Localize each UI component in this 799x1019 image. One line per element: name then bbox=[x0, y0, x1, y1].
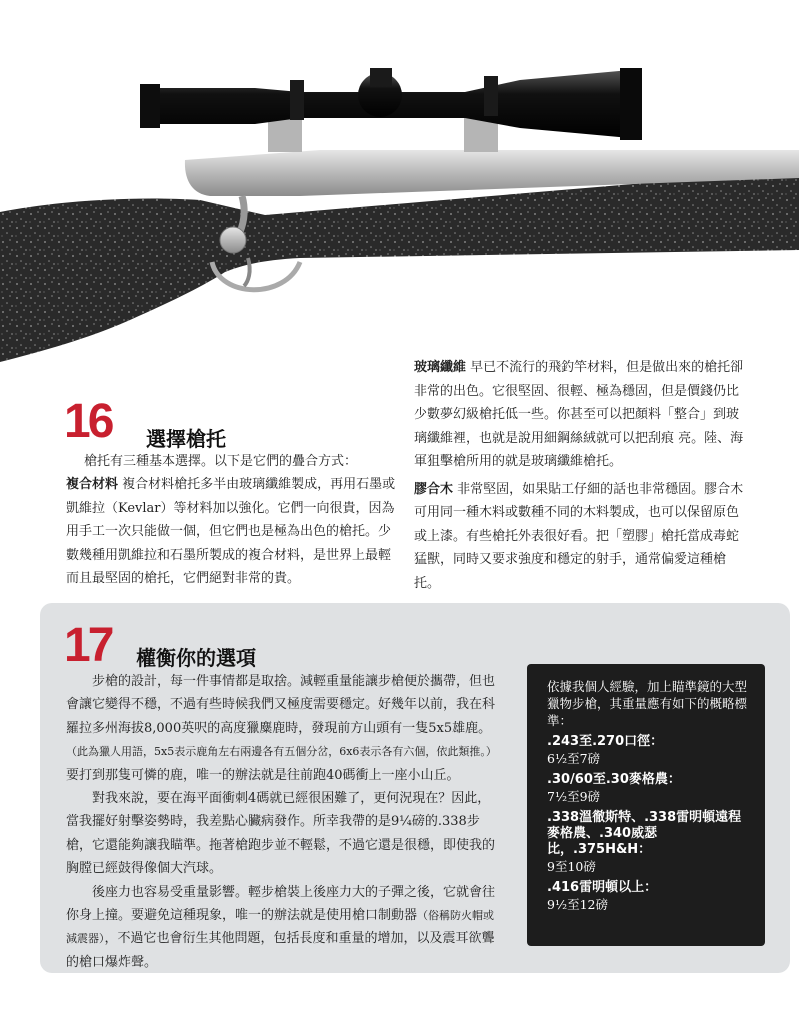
laminated-paragraph bbox=[414, 478, 750, 596]
weight-item-weight: 6½至7磅 bbox=[547, 751, 601, 766]
weight-item bbox=[547, 880, 751, 913]
laminated-text: 非常堅固，如果貼工仔細的話也非常穩固。膠合木可用同一種木料或數種不同的木料製成，也可以保留原色或上漆。有些槍托外表很好看。把「塑膠」槍托當成毒蛇猛獸，同時又要求強度和穩定的射手，通常偏愛這種槍托。 bbox=[414, 481, 744, 591]
body-paragraph-1 bbox=[66, 670, 500, 787]
composite-paragraph bbox=[66, 473, 396, 591]
p1-end: 要打到那隻可憐的鹿，唯一的辦法就是往前跑40碼衝上一座小山丘。 bbox=[66, 767, 460, 783]
weight-item-caliber: .30/60至.30麥格農： bbox=[547, 772, 681, 787]
section-16-title: 選擇槍托 bbox=[146, 427, 226, 451]
fiberglass-paragraph bbox=[414, 356, 750, 474]
fiberglass-text: 早已不流行的飛釣竿材料，但是做出來的槍托卻非常的出色。它很堅固、很輕、極為穩固，但是價錢仍比少數夢幻級槍托低一些。你甚至可以把顏料「整合」到玻璃纖維裡，也就是說用細鋼絲絨就可以把刮痕 亮。陸、海軍狙擊槍所用的就是玻璃纖維槍托。 bbox=[414, 360, 744, 469]
section-17-body bbox=[66, 670, 500, 974]
composite-text: 複合材料槍托多半由玻璃纖維製成，再用石墨或凱維拉（Kevlar）等材料加以強化。它們一向很貴，因為用手工一次只能做一個，但它們也是極為出色的槍托。少數幾種用凱維拉和石墨所製成的複合材料，是世界上最輕而且最堅固的槍托，它們絕對非常的貴。 bbox=[66, 477, 396, 586]
section-16-intro: 槍托有三種基本選擇。以下是它們的疊合方式： bbox=[84, 454, 358, 469]
section-17-title: 權衡你的選項 bbox=[136, 646, 256, 670]
weight-item-caliber: .416雷明頓以上： bbox=[547, 880, 658, 895]
weight-item-weight: 9至10磅 bbox=[547, 859, 596, 874]
p1-text: 步槍的設計，每一件事情都是取捨。減輕重量能讓步槍便於攜帶，但也會讓它變得不穩，不過有些時候我們又極度需要穩定。好幾年以前，我在科羅拉多州海拔8,000英呎的高度獵麋鹿時，發現前方山頭有一隻5x5雄鹿。 bbox=[66, 674, 496, 736]
weight-item-caliber: .243至.270口徑： bbox=[547, 734, 664, 749]
laminated-lead: 膠合木 bbox=[414, 481, 454, 497]
weight-guide-intro: 依據我個人經驗，加上瞄準鏡的大型獵物步槍，其重量應有如下的概略標準： bbox=[547, 679, 748, 728]
weight-item bbox=[547, 734, 751, 767]
right-column bbox=[414, 356, 750, 595]
weight-item-weight: 9½至12磅 bbox=[547, 897, 608, 912]
composite-lead: 複合材料 bbox=[66, 477, 119, 492]
body-paragraph-2: 對我來說，要在海平面衝刺4碼就已經很困難了，更何況現在？因此，當我擺好射擊姿勢時，我差點心臟病發作。所幸我帶的是9¼磅的.338步槍，它還能夠讓我瞄準。拖著槍跑步並不輕鬆，不過它還是很穩，即使我的胸膛已經鼓得像個大汽球。 bbox=[66, 791, 496, 877]
weight-item bbox=[547, 772, 751, 805]
weight-item bbox=[547, 810, 751, 875]
p3-text: 後座力也容易受重量影響。輕步槍裝上後座力大的子彈之後，它就會往你身上撞。要避免這種現象，唯一的辦法就是使用槍口制動器 bbox=[66, 884, 496, 924]
p3-end: ，不過它也會衍生其他問題，包括長度和重量的增加，以及震耳欲聾的槍口爆炸聲。 bbox=[66, 931, 495, 970]
p3-note: （俗稱防火帽或減震器） bbox=[66, 909, 495, 946]
body-paragraph-3 bbox=[66, 881, 500, 975]
rifle-with-scope-image bbox=[0, 0, 799, 370]
section-16-number: 16 bbox=[64, 395, 112, 448]
weight-item-caliber: .338溫徹斯特、.338雷明頓遠程麥格農、.340威瑟比，.375H&H： bbox=[547, 810, 742, 857]
fiberglass-lead: 玻璃纖維 bbox=[414, 360, 467, 375]
section-17-number: 17 bbox=[64, 619, 112, 672]
weight-item-weight: 7½至9磅 bbox=[547, 789, 601, 804]
weight-guide-box bbox=[527, 664, 765, 946]
p1-note: （此為獵人用語，5x5表示鹿角左右兩邊各有五個分岔，6x6表示各有六個，依此類推。） bbox=[66, 745, 497, 759]
